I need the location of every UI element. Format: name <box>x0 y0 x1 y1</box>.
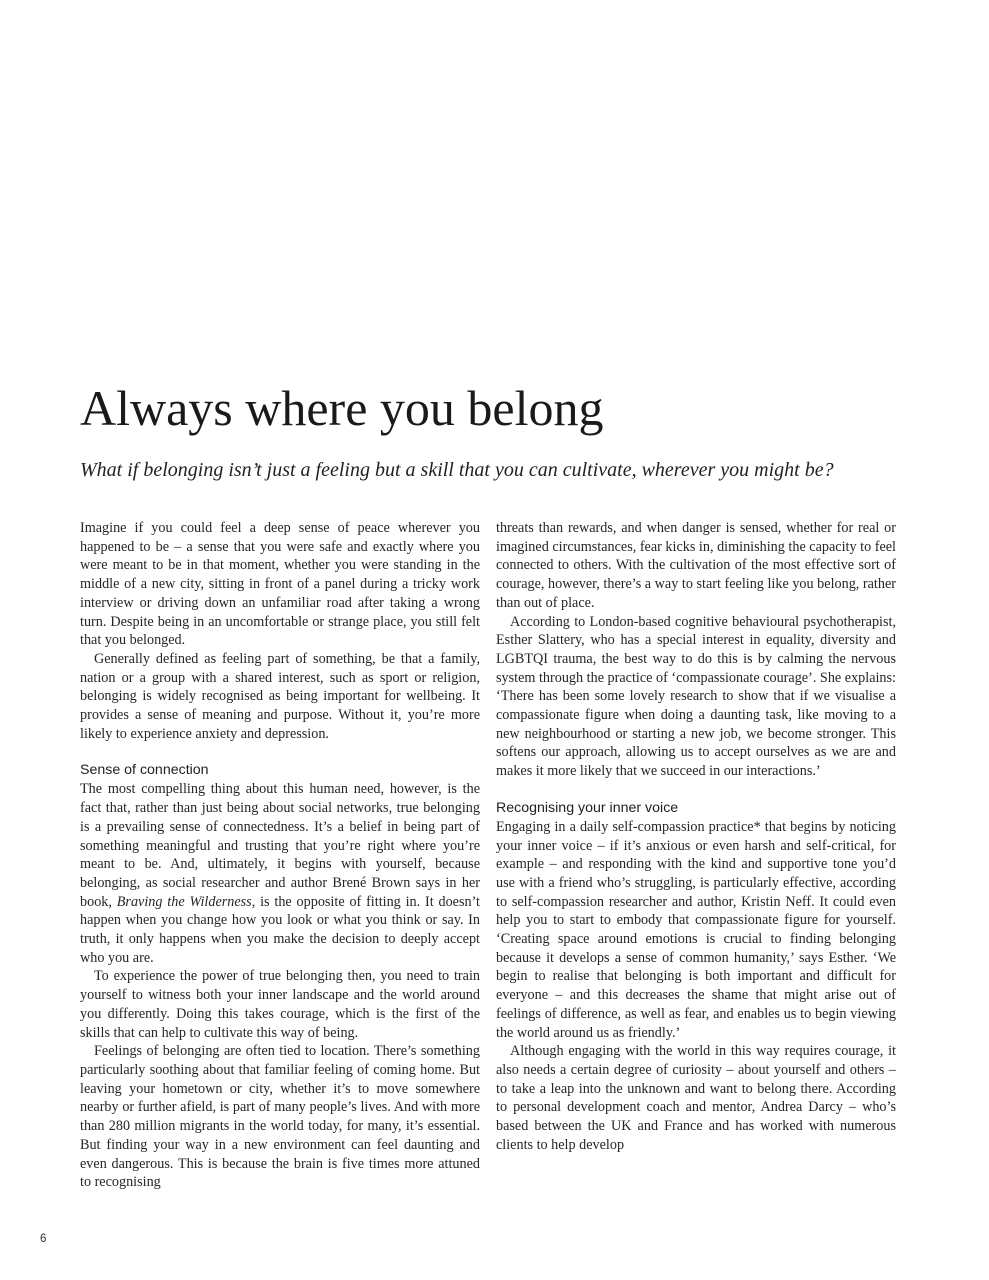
left-paragraph-3 <box>80 780 480 967</box>
left-paragraph-5: Feelings of belonging are often tied to location. There’s something particularly soothing about that familiar feeling of coming home. But leaving your hometown or city, whether it’s to move somewhere nearby or further afield, is part of many people’s lives. And with more than 280 million migrants in the world today, for many, it’s essential. But finding your way in a new environment can feel daunting and even dangerous. This is because the brain is five times more attuned to recognising <box>80 1043 480 1191</box>
section-heading-sense-of-connection: Sense of connection <box>80 762 209 779</box>
article-title: Always where you belong <box>80 380 604 436</box>
left-paragraph-2: Generally defined as feeling part of something, be that a family, nation or a group with a shared interest, such as sport or religion, belonging is widely recognised as being important for wellbeing. It provides a sense of meaning and purpose. Without it, you’re more likely to experience anxiety and depression. <box>80 650 480 742</box>
article-standfirst: What if belonging isn’t just a feeling but a skill that you can cultivate, wherever you might be? <box>80 459 834 481</box>
left-text-column <box>80 519 480 1192</box>
right-paragraph-1: threats than rewards, and when danger is sensed, whether for real or imagined circumstances, fear kicks in, diminishing the capacity to feel connected to others. With the cultivation of the most effective sort of courage, however, there’s a way to start feeling like you belong, rather than out of place. <box>496 520 896 611</box>
section-heading-recognising-inner-voice: Recognising your inner voice <box>496 799 679 816</box>
left-paragraph-1: Imagine if you could feel a deep sense of peace wherever you happened to be – a sense that you were safe and exactly where you were meant to be in that moment, whether you were standing in the middle of a new city, sitting in front of a panel during a tricky work interview or driving down an unfamiliar road after taking a wrong turn. Despite being in an uncomfortable or strange place, you still felt that you belonged. <box>80 520 480 649</box>
left-paragraph-3-start: The most compelling thing about this human need, however, is the fact that, rather than just being about social networks, true belonging is a prevailing sense of connectedness. It’s a belief in being part of something meaningful and trusting that you’re right where you’re meant to be. And, ultimately, it begins with yourself, because belonging, as social researcher and author Brené Brown says in her book, <box>80 781 480 910</box>
page-number: 6 <box>40 1233 47 1245</box>
right-paragraph-3: Engaging in a daily self-compassion practice* that begins by noticing your inner voice – if it’s anxious or even harsh and self-critical, for example – and responding with the kind and supportive tone you’d use with a friend who’s struggling, is particularly effective, according to self-compassion researcher and author, Kristin Neff. It could even help you to start to embody that compassionate figure for yourself. ‘Creating space around emotions is crucial to finding belonging because it develops a sense of common humanity,’ says Esther. ‘We begin to realise that belonging is both important and difficult for everyone – and this decreases the shame that might arise out of feelings of difference, as well as fear, and enables us to begin viewing the world around us as friendly.’ <box>496 818 896 1041</box>
left-paragraph-4: To experience the power of true belonging then, you need to train yourself to witness both your inner landscape and the world around you differently. Doing this takes courage, which is the first of the skills that can help to cultivate this way of being. <box>80 968 480 1041</box>
left-paragraph-3-end: , is the opposite of fitting in. It doesn’t happen when you change how you look or what you think or say. In truth, it only happens when you make the decision to deeply accept who you are. <box>80 893 480 966</box>
right-paragraph-4: Although engaging with the world in this way requires courage, it also needs a certain degree of curiosity – about yourself and others – to take a leap into the unknown and want to belong there. According to personal development coach and mentor, Andrea Darcy – who’s based between the UK and France and has worked with numerous clients to help develop <box>496 1043 896 1153</box>
right-text-column <box>496 519 896 1155</box>
right-paragraph-2: According to London-based cognitive behavioural psychotherapist, Esther Slattery, who has a special interest in equality, diversity and LGBTQI trauma, the best way to do this is by calming the nervous system through the practice of ‘compassionate courage’. She explains: ‘There has been some lovely research to show that if we visualise a compassionate figure when doing a daunting task, like moving to a new neighbourhood or starting a new job, we become stronger. This softens our approach, allowing us to accept ourselves as we are and makes it more likely that we succeed in our interactions.’ <box>496 613 896 780</box>
book-title: Braving the Wilderness <box>116 893 252 910</box>
